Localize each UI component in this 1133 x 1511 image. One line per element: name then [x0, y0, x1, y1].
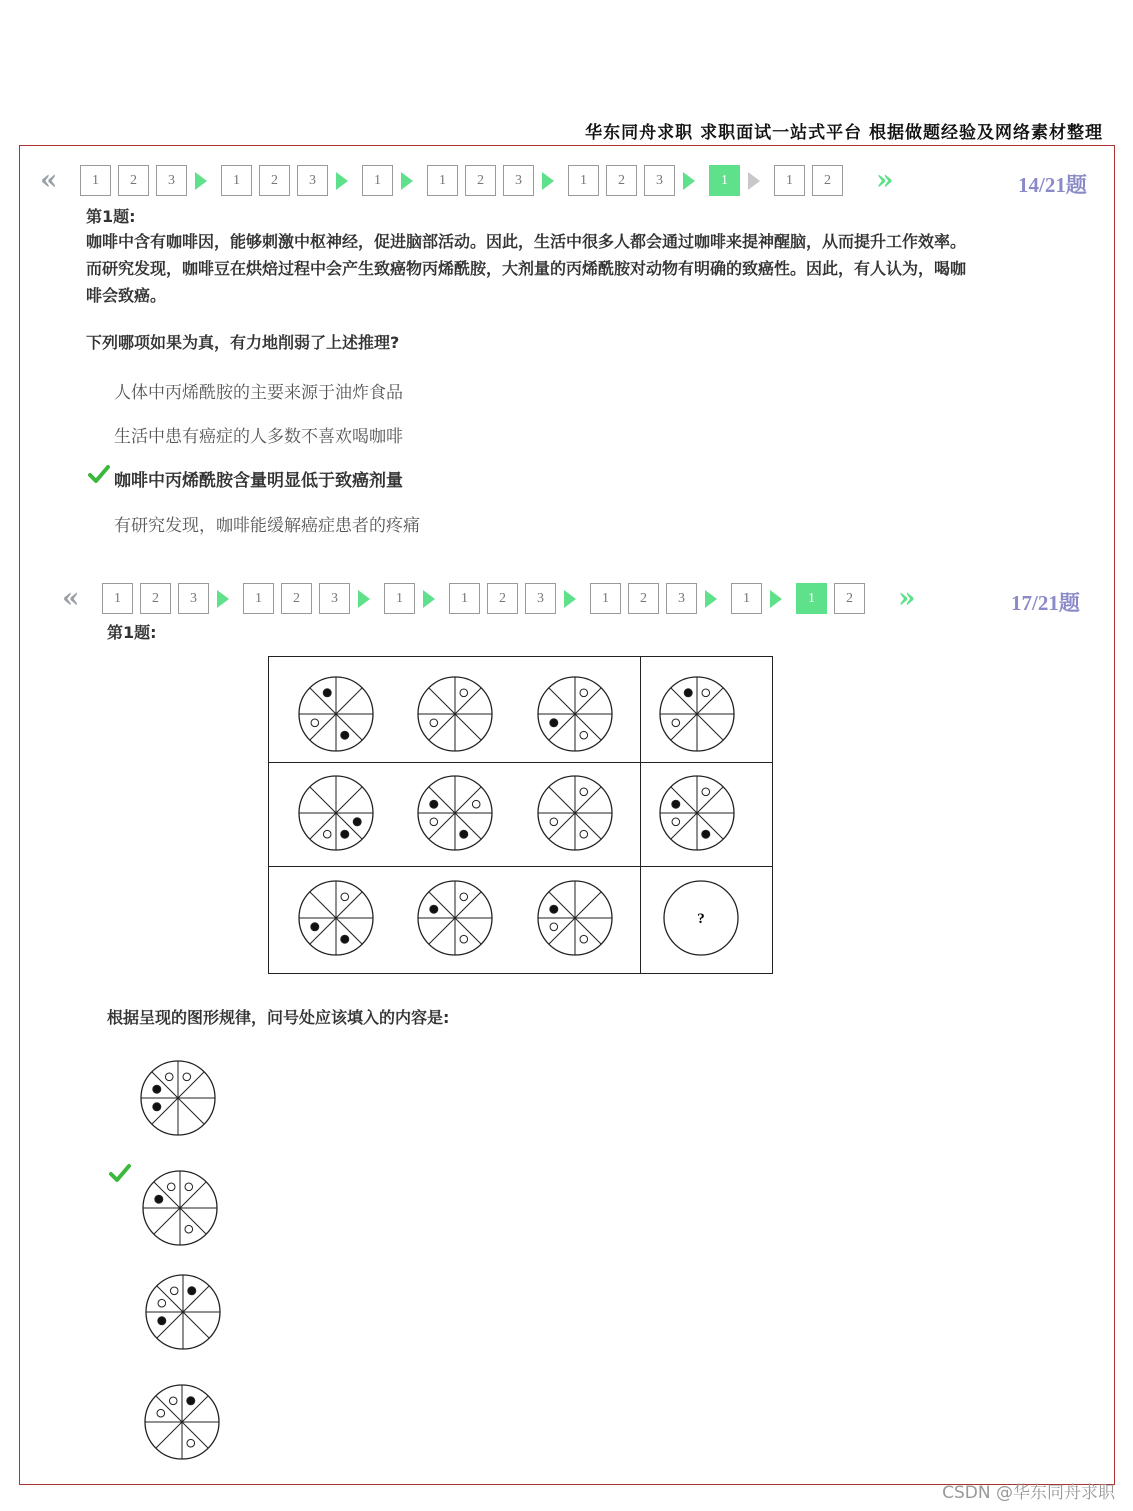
q14-page-2-3[interactable]: 3: [297, 165, 328, 196]
grid-cell-12: [662, 879, 740, 961]
question-label-17: 第1题:: [107, 623, 157, 642]
grid-divider-row2: [269, 866, 772, 867]
q17-page-1-1[interactable]: 1: [102, 583, 133, 614]
answer-option-a[interactable]: [139, 1059, 217, 1141]
question-counter-17: 17/21题: [1011, 591, 1080, 615]
section-arrow-icon: [217, 590, 229, 608]
q17-page-6-1[interactable]: 1: [731, 583, 762, 614]
grid-cell-6: [416, 774, 494, 856]
question-prompt-17: 根据呈现的图形规律，问号处应该填入的内容是:: [107, 1008, 450, 1027]
q14-page-1-3[interactable]: 3: [156, 165, 187, 196]
section-arrow-icon: [564, 590, 576, 608]
q14-page-5-2[interactable]: 2: [606, 165, 637, 196]
answer-option-d[interactable]: [143, 1383, 221, 1465]
q14-page-4-3[interactable]: 3: [503, 165, 534, 196]
q14-page-1-1[interactable]: 1: [80, 165, 111, 196]
q14-page-2-1[interactable]: 1: [221, 165, 252, 196]
grid-cell-1: [297, 675, 375, 757]
option-b[interactable]: 生活中患有癌症的人多数不喜欢喝咖啡: [114, 427, 403, 447]
question-pager-17: [62, 583, 1102, 615]
option-c[interactable]: 咖啡中丙烯酰胺含量明显低于致癌剂量: [114, 471, 403, 491]
figure-grid: [268, 656, 773, 974]
option-a[interactable]: 人体中丙烯酰胺的主要来源于油炸食品: [114, 383, 403, 403]
prev-page-button[interactable]: «: [62, 581, 80, 614]
q17-page-5-3[interactable]: 3: [666, 583, 697, 614]
q17-page-5-2[interactable]: 2: [628, 583, 659, 614]
q17-page-5-1[interactable]: 1: [590, 583, 621, 614]
q14-page-4-2[interactable]: 2: [465, 165, 496, 196]
section-arrow-icon: [748, 172, 760, 190]
check-icon: [109, 1163, 131, 1183]
watermark: CSDN @华东同舟求职: [942, 1483, 1115, 1503]
q17-page-7-1[interactable]: 1: [796, 583, 827, 614]
page-header: 华东同舟求职 求职面试一站式平台 根据做题经验及网络素材整理: [585, 123, 1103, 143]
option-d[interactable]: 有研究发现，咖啡能缓解癌症患者的疼痛: [114, 516, 420, 536]
grid-cell-9: [297, 879, 375, 961]
grid-cell-11: [536, 879, 614, 961]
grid-cell-3: [536, 675, 614, 757]
prev-page-button[interactable]: «: [40, 163, 58, 196]
q17-page-2-2[interactable]: 2: [281, 583, 312, 614]
section-arrow-icon: [358, 590, 370, 608]
grid-cell-8: [658, 774, 736, 856]
q14-page-6-1[interactable]: 1: [709, 165, 740, 196]
next-page-button[interactable]: »: [876, 163, 894, 196]
answer-option-b[interactable]: [141, 1169, 219, 1251]
grid-cell-10: [416, 879, 494, 961]
q14-page-1-2[interactable]: 2: [118, 165, 149, 196]
grid-cell-5: [297, 774, 375, 856]
q14-page-4-1[interactable]: 1: [427, 165, 458, 196]
q14-page-2-2[interactable]: 2: [259, 165, 290, 196]
question-stem: 咖啡中含有咖啡因，能够刺激中枢神经，促进脑部活动。因此，生活中很多人都会通过咖啡来提神醒脑，从而提升工作效率。而研究发现，咖啡豆在烘焙过程中会产生致癌物丙烯酰胺，大剂量的丙烯酰胺对动物有明确的致癌性。因此，有人认为，喝咖啡会致癌。: [86, 232, 967, 305]
section-arrow-icon: [401, 172, 413, 190]
q14-page-5-1[interactable]: 1: [568, 165, 599, 196]
section-arrow-icon: [705, 590, 717, 608]
q14-page-7-1[interactable]: 1: [774, 165, 805, 196]
q17-page-7-2[interactable]: 2: [834, 583, 865, 614]
q17-page-2-1[interactable]: 1: [243, 583, 274, 614]
q17-page-1-3[interactable]: 3: [178, 583, 209, 614]
section-arrow-icon: [336, 172, 348, 190]
q14-page-7-2[interactable]: 2: [812, 165, 843, 196]
grid-cell-2: [416, 675, 494, 757]
q14-page-3-1[interactable]: 1: [362, 165, 393, 196]
answer-option-c[interactable]: [144, 1273, 222, 1355]
next-page-button[interactable]: »: [898, 581, 916, 614]
question-label-14: 第1题:: [86, 207, 136, 226]
question-mark: ?: [697, 911, 705, 927]
grid-cell-4: [658, 675, 736, 757]
grid-divider-row1: [269, 762, 772, 763]
q14-page-5-3[interactable]: 3: [644, 165, 675, 196]
q17-page-4-3[interactable]: 3: [525, 583, 556, 614]
grid-divider-vertical: [640, 657, 641, 973]
check-icon: [88, 464, 110, 484]
section-arrow-icon: [542, 172, 554, 190]
question-counter-14: 14/21题: [1018, 173, 1087, 197]
q17-page-4-2[interactable]: 2: [487, 583, 518, 614]
q17-page-1-2[interactable]: 2: [140, 583, 171, 614]
q17-page-4-1[interactable]: 1: [449, 583, 480, 614]
question-prompt-14: 下列哪项如果为真，有力地削弱了上述推理?: [86, 333, 400, 352]
section-arrow-icon: [770, 590, 782, 608]
grid-cell-7: [536, 774, 614, 856]
q17-page-2-3[interactable]: 3: [319, 583, 350, 614]
section-arrow-icon: [423, 590, 435, 608]
section-arrow-icon: [683, 172, 695, 190]
section-arrow-icon: [195, 172, 207, 190]
question-pager-14: [40, 165, 1100, 197]
q17-page-3-1[interactable]: 1: [384, 583, 415, 614]
